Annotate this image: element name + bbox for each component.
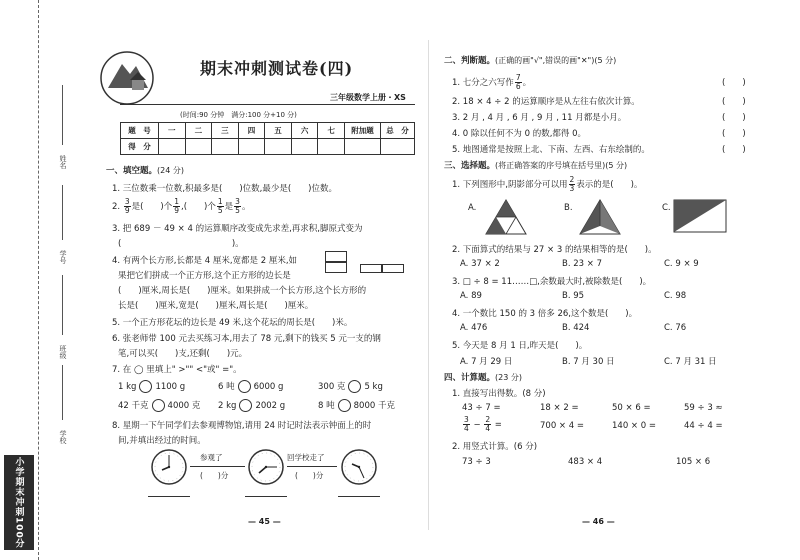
series-badge: 小学期末冲刺100分	[4, 455, 34, 550]
question-4-line-1: 4. 有两个长方形,长都是 4 厘米,宽都是 2 厘米,如	[112, 256, 298, 266]
section-3-heading	[444, 159, 627, 171]
option-a[interactable]: A. 476	[460, 323, 488, 333]
score-cell: 六	[291, 123, 318, 139]
judge-answer-3[interactable]: ( )	[722, 113, 746, 123]
spine-label-class: 班级	[59, 345, 67, 359]
arrow-line	[190, 466, 245, 467]
grade-label: 三年级数学上册・XS	[330, 93, 406, 102]
option-c[interactable]: C. 7 月 31 日	[664, 357, 717, 367]
elapsed-label-1: 参观了	[200, 453, 223, 462]
section-title: 三、选择题。	[444, 161, 496, 171]
vertical-calc: 483 × 4	[568, 457, 603, 467]
option-b[interactable]: B. 23 × 7	[562, 259, 602, 269]
judge-5: 5. 地图通常是按照上北、下南、左西、右东绘制的。	[452, 145, 650, 155]
score-cell: 四	[238, 123, 265, 139]
judge-answer-1[interactable]: ( )	[722, 78, 746, 88]
spine-field-name[interactable]	[62, 85, 63, 145]
compare-circle[interactable]	[348, 380, 361, 393]
score-input[interactable]	[159, 139, 186, 155]
judge-answer-4[interactable]: ( )	[722, 129, 746, 139]
rectangle-figure-1	[325, 251, 347, 262]
compare-row-2: 42 千克 4000 克	[118, 401, 201, 411]
fraction: $\frac{3}{5}$	[235, 197, 240, 215]
score-value-row	[121, 139, 415, 155]
score-cell: 题 号	[121, 123, 159, 139]
choice-1-option-c[interactable]: C.	[662, 203, 671, 213]
section-1-heading	[106, 164, 184, 176]
section-points: (23 分)	[495, 373, 522, 382]
question-3-line-1: 3. 把 689 － 49 × 4 的运算顺序改变成先求差,再求积,脚原式变为	[112, 224, 363, 234]
elapsed-blank-2[interactable]: ( )分	[295, 471, 324, 480]
series-logo	[92, 44, 162, 106]
fraction: $\frac{2}{4}$	[485, 415, 491, 433]
elapsed-blank-1[interactable]: ( )分	[200, 471, 229, 480]
score-cell: 二	[185, 123, 212, 139]
score-input[interactable]	[291, 139, 318, 155]
calc-2: 2. 用竖式计算。(6 分)	[452, 442, 538, 452]
oral-calc: 50 × 6 =	[612, 403, 651, 413]
spine-field-school[interactable]	[62, 365, 63, 420]
compare-circle[interactable]	[152, 399, 165, 412]
section-title: 四、计算题。	[444, 373, 496, 383]
question-6-line-2: 笔,可以买( )支,还剩( )元。	[118, 349, 248, 359]
option-c[interactable]: C. 9 × 9	[664, 259, 699, 269]
section-note: (正确的画"√",错误的画"✕")(5 分)	[495, 56, 617, 65]
clock-icon	[340, 448, 378, 486]
section-points: (24 分)	[157, 166, 184, 175]
score-cell: 三	[212, 123, 239, 139]
compare-row-1b: 6 吨 6000 g	[218, 382, 284, 392]
question-7: 7. 在 ◯ 里填上" >"" <"或" ="。	[112, 365, 242, 375]
question-4-line-2: 果把它们拼成一个正方形,这个正方形的边长是	[118, 271, 291, 281]
cut-line	[38, 0, 39, 560]
option-a[interactable]: A. 89	[460, 291, 482, 301]
oral-calc: 59 ÷ 3 ≈	[684, 403, 723, 413]
score-header-row	[121, 123, 415, 139]
page-number-right: — 46 —	[582, 517, 615, 526]
spine-field-class[interactable]	[62, 275, 63, 335]
score-input[interactable]	[318, 139, 345, 155]
judge-3: 3. 2 月 , 4 月 , 6 月 , 9 月 , 11 月都是小月。	[452, 113, 627, 123]
section-title: 一、填空题。	[106, 166, 158, 176]
section-note: (将正确答案的序号填在括号里)(5 分)	[495, 161, 628, 170]
compare-row-1c: 300 克 5 kg	[318, 382, 383, 392]
oral-calc: 700 × 4 =	[540, 421, 584, 431]
rectangle-figure-3	[360, 264, 382, 273]
choice-4: 4. 一个数比 150 的 3 倍多 26,这个数是( )。	[452, 309, 638, 319]
option-b[interactable]: B. 7 月 30 日	[562, 357, 615, 367]
oral-calc-fraction: $\frac{3}{4}$ − $\frac{2}{4}$ =	[464, 415, 502, 433]
question-3-line-2: ( )。	[118, 239, 244, 249]
section-4-heading	[444, 371, 522, 383]
score-cell: 七	[318, 123, 345, 139]
choice-2: 2. 下面算式的结果与 27 × 3 的结果相等的是( )。	[452, 245, 657, 255]
choice-1: 1. 下列图形中,阴影部分可以用 $\frac{2}{3}$ 表示的是( )。	[452, 175, 643, 193]
question-6-line-1: 6. 张老师带 100 元去买练习本,用去了 78 元,剩下的钱买 5 元一支的钢	[112, 334, 381, 344]
elapsed-label-2: 回学校走了	[287, 453, 325, 462]
choice-1-option-b[interactable]: B.	[564, 203, 573, 213]
time-info: (时间:90 分钟 满分:100 分+10 分)	[180, 111, 297, 119]
question-5: 5. 一个正方形花坛的边长是 49 米,这个花坛的周长是( )米。	[112, 318, 353, 328]
judge-2: 2. 18 × 4 ÷ 2 的运算顺序是从左往右依次计算。	[452, 97, 640, 107]
spine-label-name: 姓名	[59, 155, 67, 169]
spine-field-id[interactable]	[62, 185, 63, 240]
answer-line[interactable]	[338, 496, 380, 497]
score-cell: 得 分	[121, 139, 159, 155]
page-number-left: — 45 —	[248, 517, 281, 526]
answer-line[interactable]	[245, 496, 287, 497]
rectangle-figure-2	[325, 262, 347, 273]
score-input[interactable]	[265, 139, 292, 155]
option-c[interactable]: C. 76	[664, 323, 687, 333]
vertical-calc: 105 × 6	[676, 457, 711, 467]
score-cell: 一	[159, 123, 186, 139]
score-cell: 五	[265, 123, 292, 139]
option-a[interactable]: A. 7 月 29 日	[460, 357, 513, 367]
arrow-line	[287, 466, 337, 467]
score-input[interactable]	[212, 139, 239, 155]
question-4-line-4: 长是( )厘米,宽是( )厘米,周长是( )厘米。	[118, 301, 314, 311]
choice-1-option-a[interactable]: A.	[468, 203, 477, 213]
clock-icon	[247, 448, 285, 486]
judge-4: 4. 0 除以任何不为 0 的数,都得 0。	[452, 129, 587, 139]
fraction: $\frac{3}{9}$	[124, 197, 130, 215]
fraction: $\frac{1}{9}$	[174, 197, 180, 215]
oral-calc: 140 × 0 =	[612, 421, 656, 431]
compare-circle[interactable]	[338, 399, 351, 412]
calc-1: 1. 直接写出得数。(8 分)	[452, 389, 546, 399]
score-table	[120, 122, 415, 155]
question-2: 2. $\frac{3}{9}$ 是( )个 $\frac{1}{9}$ ,( )个 $\frac{1}{5}$ 是 $\frac{3}{5}$ 。	[112, 197, 251, 215]
option-b[interactable]: B. 95	[562, 291, 585, 301]
option-b[interactable]: B. 424	[562, 323, 590, 333]
page-divider	[428, 40, 429, 530]
vertical-calc: 73 ÷ 3	[462, 457, 491, 467]
question-8-line-1: 8. 星期一下午同学们去参观博物馆,请用 24 时记时法表示钟面上的时	[112, 421, 372, 431]
compare-row-2c: 8 吨 8000 千克	[318, 401, 395, 411]
page-title: 期末冲刺测试卷(四)	[200, 59, 354, 78]
option-a[interactable]: A. 37 × 2	[460, 259, 500, 269]
score-input[interactable]	[238, 139, 265, 155]
clock-icon	[150, 448, 188, 486]
compare-row-1: 1 kg 1100 g	[118, 382, 186, 392]
header-rule	[120, 104, 415, 105]
judge-answer-2[interactable]: ( )	[722, 97, 746, 107]
rectangle-figure-c	[672, 198, 728, 234]
score-input[interactable]	[345, 139, 381, 155]
spine-label-id: 学号	[59, 250, 67, 264]
question-4-line-3: ( )厘米,周长是( )厘米。如果拼成一个长方形,这个长方形的	[118, 286, 367, 296]
fraction: $\frac{7}{6}$	[515, 73, 521, 91]
score-input[interactable]	[185, 139, 212, 155]
judge-1: 1. 七分之六写作 $\frac{7}{6}$ 。	[452, 73, 532, 91]
rectangle-figure-4	[382, 264, 404, 273]
choice-5: 5. 今天是 8 月 1 日,昨天是( )。	[452, 341, 588, 351]
compare-circle[interactable]	[239, 399, 252, 412]
question-1: 1. 三位数乘一位数,积最多是( )位数,最少是( )位数。	[112, 184, 337, 194]
fraction: $\frac{1}{5}$	[217, 197, 223, 215]
question-8-line-2: 间,并填出经过的时间。	[118, 436, 206, 446]
fraction: $\frac{2}{3}$	[569, 175, 575, 193]
oral-calc: 44 ÷ 4 =	[684, 421, 723, 431]
judge-answer-5[interactable]: ( )	[722, 145, 746, 155]
compare-circle[interactable]	[139, 380, 152, 393]
option-c[interactable]: C. 98	[664, 291, 687, 301]
score-input[interactable]	[381, 139, 415, 155]
oral-calc: 18 × 2 =	[540, 403, 579, 413]
answer-line[interactable]	[148, 496, 190, 497]
triangle-figure-b	[578, 198, 622, 236]
section-title: 二、判断题。	[444, 56, 496, 66]
compare-row-2b: 2 kg 2002 g	[218, 401, 286, 411]
score-cell: 附加题	[345, 123, 381, 139]
section-2-heading	[444, 54, 616, 66]
oral-calc: 43 ÷ 7 =	[462, 403, 501, 413]
choice-3: 3. □ ÷ 8 = 11……□,余数最大时,被除数是( )。	[452, 277, 652, 287]
triangle-figure-a	[484, 198, 528, 236]
fraction: $\frac{3}{4}$	[464, 415, 469, 433]
score-cell: 总 分	[381, 123, 415, 139]
compare-circle[interactable]	[238, 380, 251, 393]
spine-label-school: 学校	[59, 430, 67, 444]
